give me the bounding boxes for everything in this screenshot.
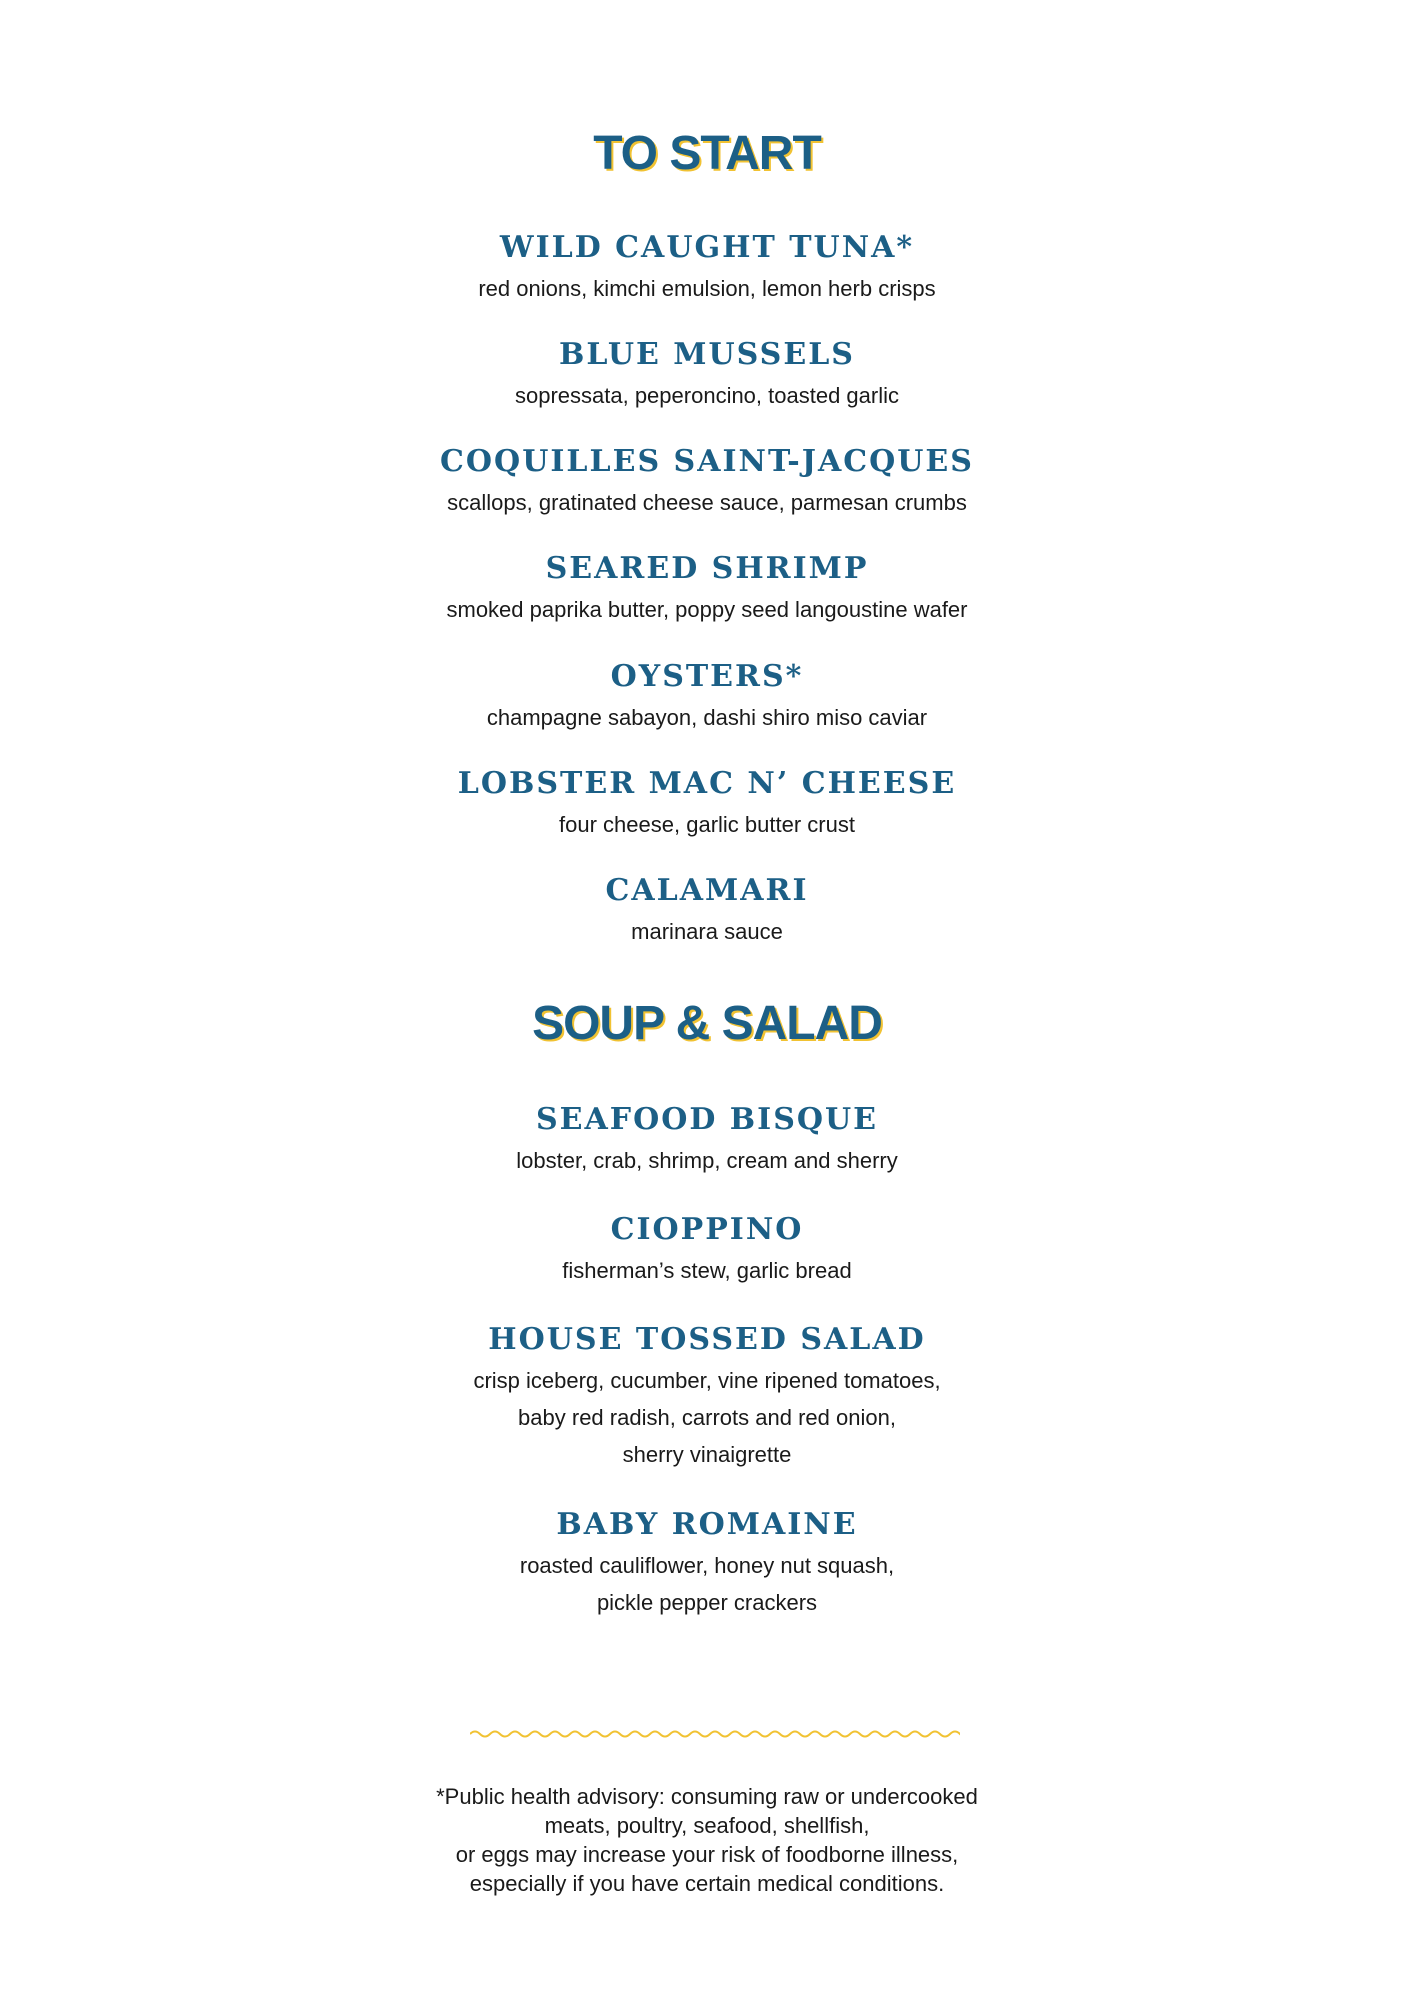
wavy-line-icon	[470, 1727, 960, 1741]
menu-item-description: lobster, crab, shrimp, cream and sherry	[516, 1148, 898, 1173]
menu-item-name: CIOPPINO	[610, 1212, 804, 1247]
menu-item-name: SEAFOOD BISQUE	[535, 1102, 879, 1137]
section-title-to-start: TO START	[593, 127, 821, 180]
menu-item-description: marinara sauce	[631, 919, 783, 944]
menu-item-description: red onions, kimchi emulsion, lemon herb crisps	[478, 276, 936, 301]
menu-item-description	[0, 1547, 1414, 1621]
health-advisory-footnote	[0, 1782, 1414, 1898]
menu-item-seared-shrimp	[0, 551, 1414, 628]
menu-item-name: HOUSE TOSSED SALAD	[488, 1322, 926, 1357]
menu-item-seafood-bisque	[0, 1102, 1414, 1179]
menu-item-oysters	[0, 659, 1414, 736]
menu-item-name: OYSTERS*	[610, 659, 804, 694]
menu-item-name: CALAMARI	[605, 873, 809, 908]
menu-item-baby-romaine	[0, 1507, 1414, 1621]
menu-item-description	[0, 1362, 1414, 1473]
menu-item-house-tossed-salad	[0, 1322, 1414, 1473]
footnote-line: *Public health advisory: consuming raw or undercooked	[436, 1784, 978, 1809]
section-title-soup-salad: SOUP & SALAD	[532, 997, 882, 1050]
menu-item-blue-mussels	[0, 337, 1414, 414]
description-line: crisp iceberg, cucumber, vine ripened tomatoes,	[473, 1368, 941, 1393]
menu-item-name: BLUE MUSSELS	[559, 337, 855, 372]
menu-item-description: fisherman’s stew, garlic bread	[562, 1258, 852, 1283]
description-line: baby red radish, carrots and red onion,	[518, 1405, 896, 1430]
menu-item-name: SEARED SHRIMP	[545, 551, 869, 586]
menu-item-coquilles-saint-jacques	[0, 444, 1414, 521]
menu-item-name: WILD CAUGHT TUNA*	[499, 230, 915, 265]
menu-item-description: smoked paprika butter, poppy seed langoustine wafer	[446, 597, 968, 622]
menu-item-description: four cheese, garlic butter crust	[559, 812, 855, 837]
menu-item-description: scallops, gratinated cheese sauce, parmesan crumbs	[447, 490, 967, 515]
menu-item-name: LOBSTER MAC N’ CHEESE	[457, 766, 957, 801]
description-line: sherry vinaigrette	[622, 1442, 792, 1467]
footnote-line: meats, poultry, seafood, shellfish,	[544, 1813, 870, 1838]
description-line: roasted cauliflower, honey nut squash,	[519, 1553, 895, 1578]
menu-item-wild-caught-tuna	[0, 230, 1414, 307]
menu-item-cioppino	[0, 1212, 1414, 1289]
footnote-line: or eggs may increase your risk of foodborne illness,	[455, 1842, 959, 1867]
menu-item-name: COQUILLES SAINT-JACQUES	[440, 444, 974, 479]
description-line: pickle pepper crackers	[596, 1590, 818, 1615]
menu-item-calamari	[0, 873, 1414, 950]
menu-item-description: sopressata, peperoncino, toasted garlic	[514, 383, 899, 408]
footnote-line: especially if you have certain medical conditions.	[469, 1871, 945, 1896]
menu-item-name: BABY ROMAINE	[556, 1507, 858, 1542]
menu-item-description: champagne sabayon, dashi shiro miso caviar	[486, 705, 928, 730]
menu-item-lobster-mac-n-cheese	[0, 766, 1414, 843]
